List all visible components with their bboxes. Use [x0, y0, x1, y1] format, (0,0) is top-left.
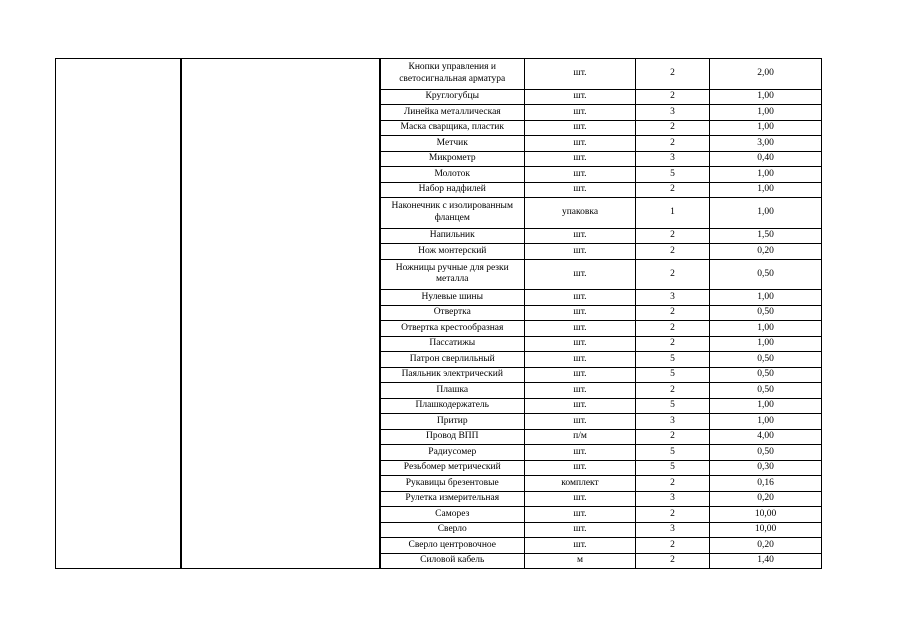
quantity-cell: 5	[636, 460, 710, 476]
unit-cell: шт.	[525, 259, 636, 290]
unit-cell: шт.	[525, 105, 636, 121]
quantity-cell: 2	[636, 182, 710, 198]
quantity-cell: 3	[636, 414, 710, 430]
value-cell: 0,50	[710, 445, 822, 461]
quantity-cell: 2	[636, 89, 710, 105]
value-cell: 4,00	[710, 429, 822, 445]
value-cell: 0,30	[710, 460, 822, 476]
value-cell: 0,50	[710, 259, 822, 290]
item-name-cell: Молоток	[380, 167, 525, 183]
unit-cell: шт.	[525, 522, 636, 538]
item-name-cell: Резьбомер метрический	[380, 460, 525, 476]
quantity-cell: 2	[636, 244, 710, 260]
item-name-cell: Метчик	[380, 136, 525, 152]
quantity-cell: 5	[636, 445, 710, 461]
unit-cell: шт.	[525, 89, 636, 105]
unit-cell: шт.	[525, 367, 636, 383]
empty-column-2	[181, 59, 380, 569]
item-name-cell: Рукавицы брезентовые	[380, 476, 525, 492]
item-name-cell: Набор надфилей	[380, 182, 525, 198]
value-cell: 1,00	[710, 105, 822, 121]
value-cell: 0,20	[710, 538, 822, 554]
quantity-cell: 2	[636, 553, 710, 569]
value-cell: 1,00	[710, 321, 822, 337]
table-body	[56, 59, 822, 569]
unit-cell: комплект	[525, 476, 636, 492]
unit-cell: шт.	[525, 120, 636, 136]
quantity-cell: 3	[636, 522, 710, 538]
empty-column-1	[56, 59, 181, 569]
value-cell: 0,20	[710, 244, 822, 260]
unit-cell: шт.	[525, 290, 636, 306]
unit-cell: шт.	[525, 352, 636, 368]
unit-cell: шт.	[525, 414, 636, 430]
unit-cell: шт.	[525, 507, 636, 523]
quantity-cell: 2	[636, 120, 710, 136]
value-cell: 1,00	[710, 414, 822, 430]
unit-cell: шт.	[525, 445, 636, 461]
value-cell: 1,00	[710, 120, 822, 136]
item-name-cell: Микрометр	[380, 151, 525, 167]
unit-cell: шт.	[525, 136, 636, 152]
value-cell: 0,40	[710, 151, 822, 167]
value-cell: 1,40	[710, 553, 822, 569]
item-name-cell: Отвертка	[380, 305, 525, 321]
quantity-cell: 2	[636, 476, 710, 492]
item-name-cell: Пассатижы	[380, 336, 525, 352]
value-cell: 0,50	[710, 305, 822, 321]
value-cell: 0,20	[710, 491, 822, 507]
quantity-cell: 2	[636, 336, 710, 352]
value-cell: 1,00	[710, 290, 822, 306]
unit-cell: м	[525, 553, 636, 569]
quantity-cell: 5	[636, 167, 710, 183]
item-name-cell: Наконечник с изолированным фланцем	[380, 198, 525, 229]
unit-cell: шт.	[525, 321, 636, 337]
item-name-cell: Силовой кабель	[380, 553, 525, 569]
unit-cell: шт.	[525, 59, 636, 90]
equipment-table	[55, 58, 822, 569]
unit-cell: шт.	[525, 398, 636, 414]
item-name-cell: Круглогубцы	[380, 89, 525, 105]
value-cell: 3,00	[710, 136, 822, 152]
quantity-cell: 3	[636, 491, 710, 507]
unit-cell: шт.	[525, 151, 636, 167]
value-cell: 0,50	[710, 367, 822, 383]
quantity-cell: 2	[636, 136, 710, 152]
value-cell: 0,16	[710, 476, 822, 492]
quantity-cell: 2	[636, 507, 710, 523]
item-name-cell: Провод ВПП	[380, 429, 525, 445]
item-name-cell: Паяльник электрический	[380, 367, 525, 383]
item-name-cell: Плашка	[380, 383, 525, 399]
quantity-cell: 2	[636, 429, 710, 445]
quantity-cell: 2	[636, 259, 710, 290]
item-name-cell: Напильник	[380, 228, 525, 244]
unit-cell: шт.	[525, 182, 636, 198]
item-name-cell: Нож монтерский	[380, 244, 525, 260]
unit-cell: шт.	[525, 336, 636, 352]
quantity-cell: 5	[636, 367, 710, 383]
quantity-cell: 2	[636, 305, 710, 321]
quantity-cell: 2	[636, 538, 710, 554]
value-cell: 2,00	[710, 59, 822, 90]
quantity-cell: 3	[636, 151, 710, 167]
item-name-cell: Притир	[380, 414, 525, 430]
item-name-cell: Сверло	[380, 522, 525, 538]
quantity-cell: 2	[636, 59, 710, 90]
quantity-cell: 2	[636, 321, 710, 337]
table-row	[56, 59, 822, 90]
value-cell: 1,00	[710, 167, 822, 183]
value-cell: 0,50	[710, 352, 822, 368]
value-cell: 1,50	[710, 228, 822, 244]
value-cell: 1,00	[710, 89, 822, 105]
item-name-cell: Саморез	[380, 507, 525, 523]
item-name-cell: Сверло центровочное	[380, 538, 525, 554]
item-name-cell: Нулевые шины	[380, 290, 525, 306]
unit-cell: упаковка	[525, 198, 636, 229]
item-name-cell: Маска сварщика, пластик	[380, 120, 525, 136]
value-cell: 1,00	[710, 182, 822, 198]
unit-cell: шт.	[525, 305, 636, 321]
unit-cell: шт.	[525, 167, 636, 183]
unit-cell: шт.	[525, 244, 636, 260]
unit-cell: п/м	[525, 429, 636, 445]
item-name-cell: Рулетка измерительная	[380, 491, 525, 507]
value-cell: 1,00	[710, 336, 822, 352]
value-cell: 10,00	[710, 522, 822, 538]
quantity-cell: 2	[636, 228, 710, 244]
item-name-cell: Кнопки управления и светосигнальная арматура	[380, 59, 525, 90]
quantity-cell: 1	[636, 198, 710, 229]
item-name-cell: Плашкодержатель	[380, 398, 525, 414]
value-cell: 1,00	[710, 398, 822, 414]
value-cell: 1,00	[710, 198, 822, 229]
quantity-cell: 3	[636, 105, 710, 121]
quantity-cell: 2	[636, 383, 710, 399]
quantity-cell: 5	[636, 398, 710, 414]
quantity-cell: 5	[636, 352, 710, 368]
unit-cell: шт.	[525, 538, 636, 554]
unit-cell: шт.	[525, 228, 636, 244]
unit-cell: шт.	[525, 491, 636, 507]
value-cell: 0,50	[710, 383, 822, 399]
item-name-cell: Патрон сверлильный	[380, 352, 525, 368]
quantity-cell: 3	[636, 290, 710, 306]
item-name-cell: Отвертка крестообразная	[380, 321, 525, 337]
value-cell: 10,00	[710, 507, 822, 523]
unit-cell: шт.	[525, 460, 636, 476]
item-name-cell: Радиусомер	[380, 445, 525, 461]
item-name-cell: Линейка металлическая	[380, 105, 525, 121]
unit-cell: шт.	[525, 383, 636, 399]
item-name-cell: Ножницы ручные для резки металла	[380, 259, 525, 290]
